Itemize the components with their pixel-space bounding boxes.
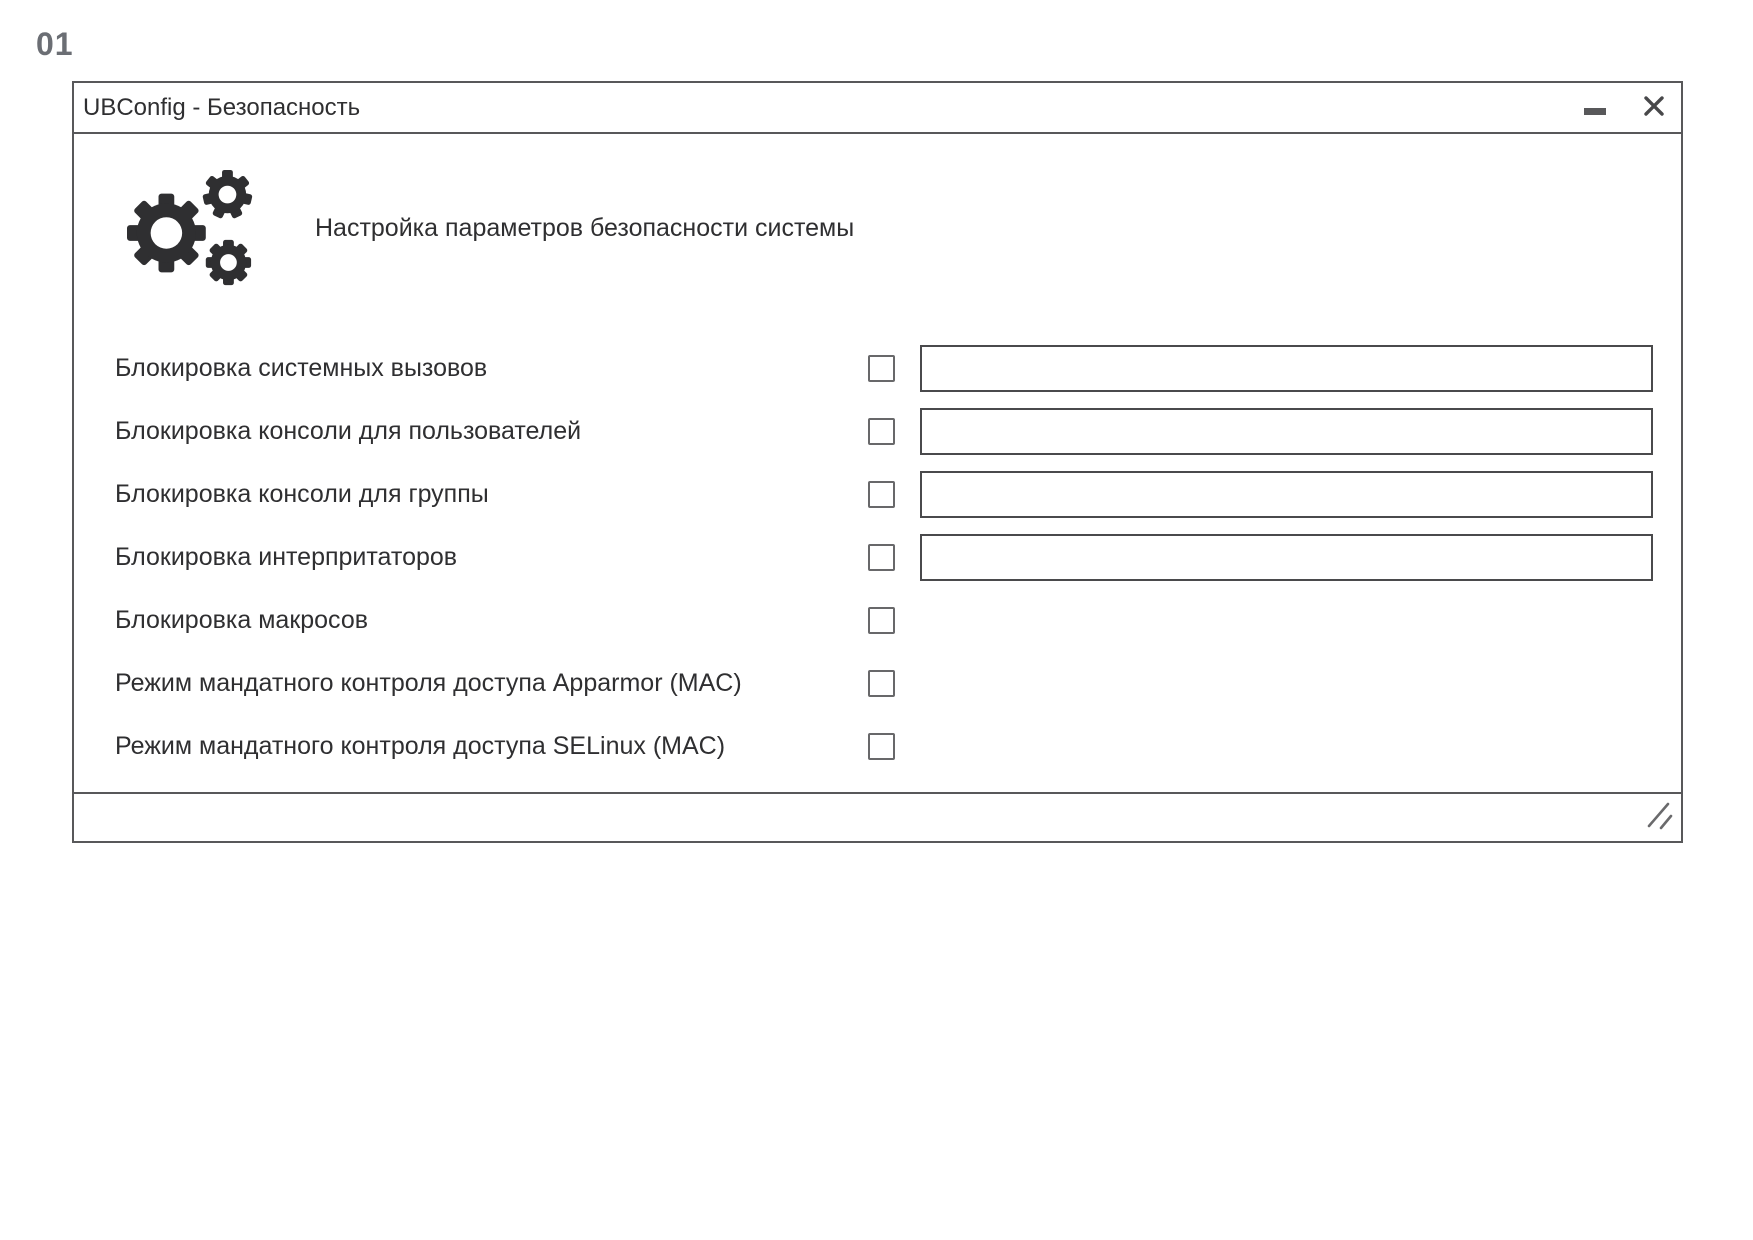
setting-checkbox[interactable] [868, 481, 895, 508]
header-description: Настройка параметров безопасности системы [315, 213, 855, 242]
header [127, 166, 1653, 296]
close-icon [1642, 94, 1666, 121]
content-area [74, 134, 1681, 792]
minimize-icon [1584, 108, 1606, 115]
resize-grip-icon[interactable] [1643, 799, 1675, 836]
setting-row [115, 471, 1653, 518]
setting-checkbox[interactable] [868, 355, 895, 382]
setting-label: Блокировка консоли для пользователей [115, 417, 582, 445]
titlebar[interactable] [74, 83, 1681, 134]
setting-checkbox[interactable] [868, 607, 895, 634]
window-title: UBConfig - Безопасность [83, 93, 361, 121]
setting-label: Режим мандатного контроля доступа SELinux (MAC) [115, 732, 726, 760]
gears-icon [127, 166, 257, 296]
window-ubconfig-security [72, 81, 1683, 843]
setting-row [115, 534, 1653, 581]
setting-label: Блокировка макросов [115, 606, 369, 634]
setting-checkbox[interactable] [868, 544, 895, 571]
statusbar [74, 792, 1681, 841]
setting-input[interactable] [920, 534, 1653, 581]
setting-input[interactable] [920, 345, 1653, 392]
setting-input[interactable] [920, 408, 1653, 455]
setting-checkbox[interactable] [868, 418, 895, 445]
settings-list [115, 345, 1653, 770]
setting-row [115, 345, 1653, 392]
setting-row [115, 408, 1653, 455]
setting-label: Режим мандатного контроля доступа Apparmor (MAC) [115, 669, 742, 697]
setting-input[interactable] [920, 471, 1653, 518]
minimize-button[interactable] [1584, 100, 1606, 115]
setting-row [115, 597, 1653, 644]
setting-row [115, 723, 1653, 770]
setting-label: Блокировка консоли для группы [115, 480, 489, 508]
setting-checkbox[interactable] [868, 733, 895, 760]
setting-label: Блокировка интерпритаторов [115, 543, 458, 571]
setting-checkbox[interactable] [868, 670, 895, 697]
page-number: 01 [36, 26, 74, 62]
setting-row [115, 660, 1653, 707]
window-controls [1584, 94, 1666, 121]
close-button[interactable] [1642, 94, 1666, 121]
setting-label: Блокировка системных вызовов [115, 354, 488, 382]
